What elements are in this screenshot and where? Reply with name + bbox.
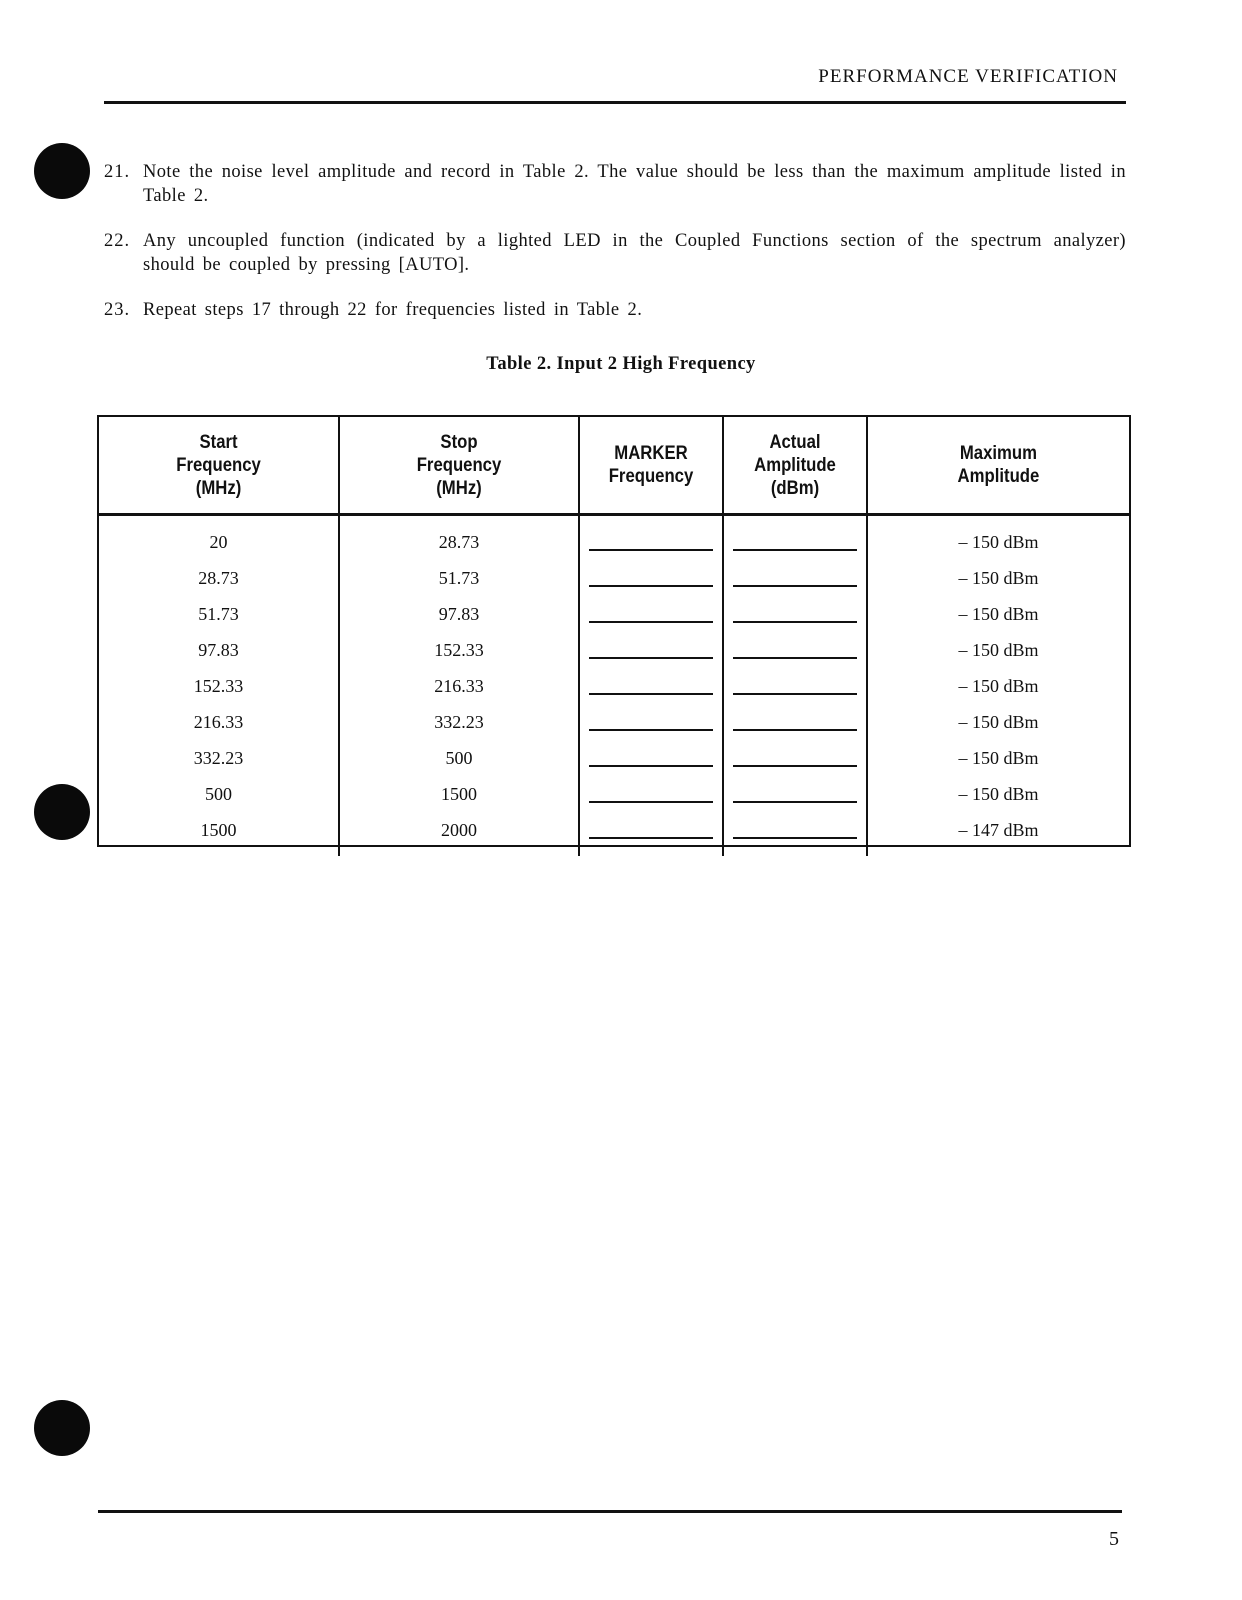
blank-line [733,549,857,551]
marker-frequency-blank [579,776,723,812]
blank-line [589,765,713,767]
punch-hole-middle [34,784,90,840]
blank-line [589,801,713,803]
blank-line [733,693,857,695]
actual-amplitude-blank [723,596,867,632]
marker-frequency-blank [579,560,723,596]
actual-amplitude-blank [723,515,867,561]
header-start-frequency: Start Frequency (MHz) [113,417,324,515]
maximum-amplitude-cell: – 150 dBm [958,531,1039,552]
header-actual-amplitude: Actual Amplitude (dBm) [732,417,859,515]
table-row [99,632,1129,668]
step-text: Repeat steps 17 through 22 for frequencies listed in Table 2. [143,300,643,320]
blank-line [733,621,857,623]
stop-frequency-cell: 2000 [339,812,579,856]
start-frequency-cell: 500 [99,776,339,812]
stop-frequency-cell: 332.23 [339,704,579,740]
marker-frequency-blank [579,515,723,561]
blank-line [589,729,713,731]
actual-amplitude-blank [723,560,867,596]
marker-frequency-blank [579,596,723,632]
page-number: 5 [1109,1528,1119,1550]
footer-rule [98,1510,1122,1513]
maximum-amplitude-cell: – 150 dBm [958,675,1039,696]
start-frequency-cell: 216.33 [99,704,339,740]
table-row [99,596,1129,632]
step-number: 22. [104,231,131,251]
procedure-step [104,160,1126,208]
stop-frequency-cell: 97.83 [339,596,579,632]
step-number: 21. [104,162,131,182]
marker-frequency-blank [579,740,723,776]
running-header: PERFORMANCE VERIFICATION [818,66,1118,87]
maximum-amplitude-cell: – 147 dBm [958,819,1039,840]
frequency-table-grid [99,417,1129,856]
table-header-row [99,417,1129,515]
start-frequency-cell: 152.33 [99,668,339,704]
marker-frequency-blank [579,668,723,704]
table-row [99,668,1129,704]
start-frequency-cell: 28.73 [99,560,339,596]
start-frequency-cell: 51.73 [99,596,339,632]
table-row [99,704,1129,740]
step-text: Note the noise level amplitude and record in Table 2. The value should be less than the maximum amplitude listed in Table 2. [143,162,1126,206]
blank-line [589,549,713,551]
blank-line [589,657,713,659]
table-row [99,560,1129,596]
blank-line [733,801,857,803]
stop-frequency-cell: 152.33 [339,632,579,668]
actual-amplitude-blank [723,740,867,776]
maximum-amplitude-cell: – 150 dBm [958,783,1039,804]
start-frequency-cell: 1500 [99,812,339,856]
start-frequency-cell: 20 [99,515,339,561]
table-row [99,812,1129,856]
blank-line [733,585,857,587]
punch-hole-top [34,143,90,199]
table-row [99,740,1129,776]
actual-amplitude-blank [723,668,867,704]
header-rule [104,101,1126,104]
start-frequency-cell: 97.83 [99,632,339,668]
stop-frequency-cell: 500 [339,740,579,776]
blank-line [733,765,857,767]
blank-line [589,621,713,623]
actual-amplitude-blank [723,632,867,668]
marker-frequency-blank [579,812,723,856]
stop-frequency-cell: 28.73 [339,515,579,561]
blank-line [589,585,713,587]
actual-amplitude-blank [723,776,867,812]
procedure-step [104,229,1126,277]
frequency-table [97,415,1131,847]
maximum-amplitude-cell: – 150 dBm [958,747,1039,768]
punch-hole-bottom [34,1400,90,1456]
table-row [99,515,1129,561]
blank-line [589,693,713,695]
header-marker-frequency: MARKER Frequency [588,417,715,515]
stop-frequency-cell: 216.33 [339,668,579,704]
actual-amplitude-blank [723,812,867,856]
blank-line [733,837,857,839]
marker-frequency-blank [579,704,723,740]
blank-line [733,729,857,731]
step-text: Any uncoupled function (indicated by a lighted LED in the Coupled Functions section of the spectrum analyzer) should be coupled by pressing [AUTO]. [143,231,1126,275]
procedure-step [104,298,1126,322]
maximum-amplitude-cell: – 150 dBm [958,567,1039,588]
maximum-amplitude-cell: – 150 dBm [958,603,1039,624]
marker-frequency-blank [579,632,723,668]
maximum-amplitude-cell: – 150 dBm [958,639,1039,660]
blank-line [589,837,713,839]
blank-line [733,657,857,659]
stop-frequency-cell: 51.73 [339,560,579,596]
maximum-amplitude-cell: – 150 dBm [958,711,1039,732]
header-stop-frequency: Stop Frequency (MHz) [353,417,564,515]
procedure-steps [104,160,1126,343]
actual-amplitude-blank [723,704,867,740]
table-caption: Table 2. Input 2 High Frequency [486,354,756,374]
header-maximum-amplitude: Maximum Amplitude [883,417,1114,515]
start-frequency-cell: 332.23 [99,740,339,776]
stop-frequency-cell: 1500 [339,776,579,812]
step-number: 23. [104,300,131,320]
table-row [99,776,1129,812]
